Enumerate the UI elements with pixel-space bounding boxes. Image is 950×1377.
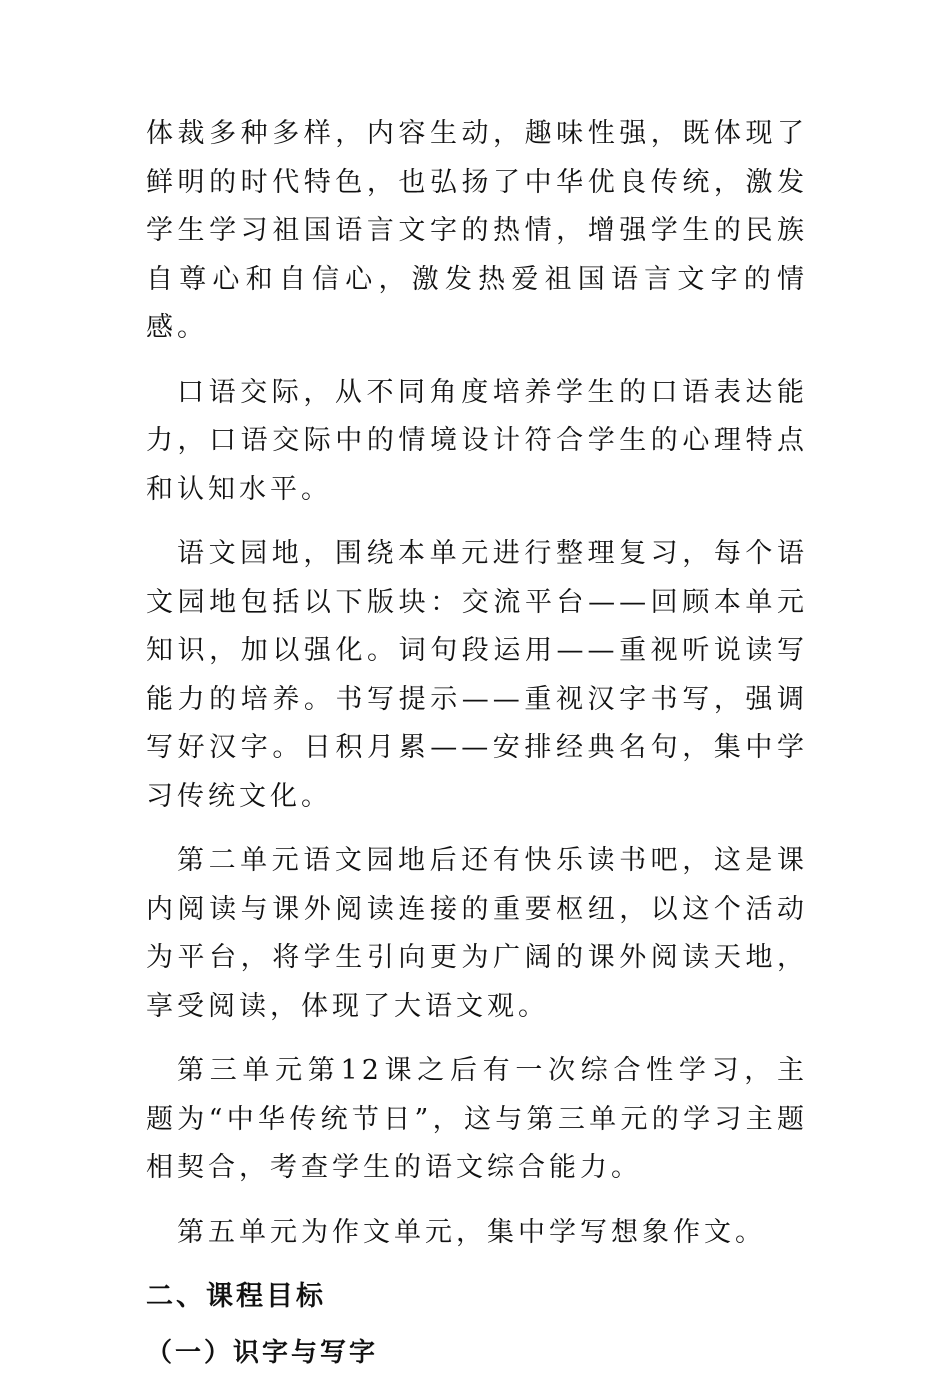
document-body (146, 110, 808, 1377)
paragraph-composition-unit: 第五单元为作文单元，集中学写想象作文。 (177, 1216, 766, 1248)
section-heading: 二、课程目标 (146, 1281, 326, 1312)
paragraph-text-styles: 体裁多种多样，内容生动，趣味性强，既体现了鲜明的时代特色，也弘扬了中华优良传统，激发学生学习祖国语言文字的热情，增强学生的民族自尊心和自信心，激发热爱祖国语言文字的情感。 (146, 118, 808, 343)
paragraph-happy-reading: 第二单元语文园地后还有快乐读书吧，这是课内阅读与课外阅读连接的重要枢纽，以这个活动为平台，将学生引向更为广阔的课外阅读天地，享受阅读，体现了大语文观。 (146, 845, 808, 1022)
paragraph-comprehensive-learning: 第三单元第12课之后有一次综合性学习，主题为“中华传统节日”，这与第三单元的学习主题相契合，考查学生的语文综合能力。 (146, 1055, 808, 1183)
paragraph-oral-communication: 口语交际，从不同角度培养学生的口语表达能力，口语交际中的情境设计符合学生的心理特点和认知水平。 (146, 376, 808, 505)
subsection-heading: （一）识字与写字 (146, 1338, 379, 1368)
paragraph-chinese-garden: 语文园地，围绕本单元进行整理复习，每个语文园地包括以下版块：交流平台——回顾本单元知识，加以强化。词句段运用——重视听说读写能力的培养。书写提示——重视汉字书写，强调写好汉字。日积月累——安排经典名句，集中学习传统文化。 (146, 538, 808, 812)
